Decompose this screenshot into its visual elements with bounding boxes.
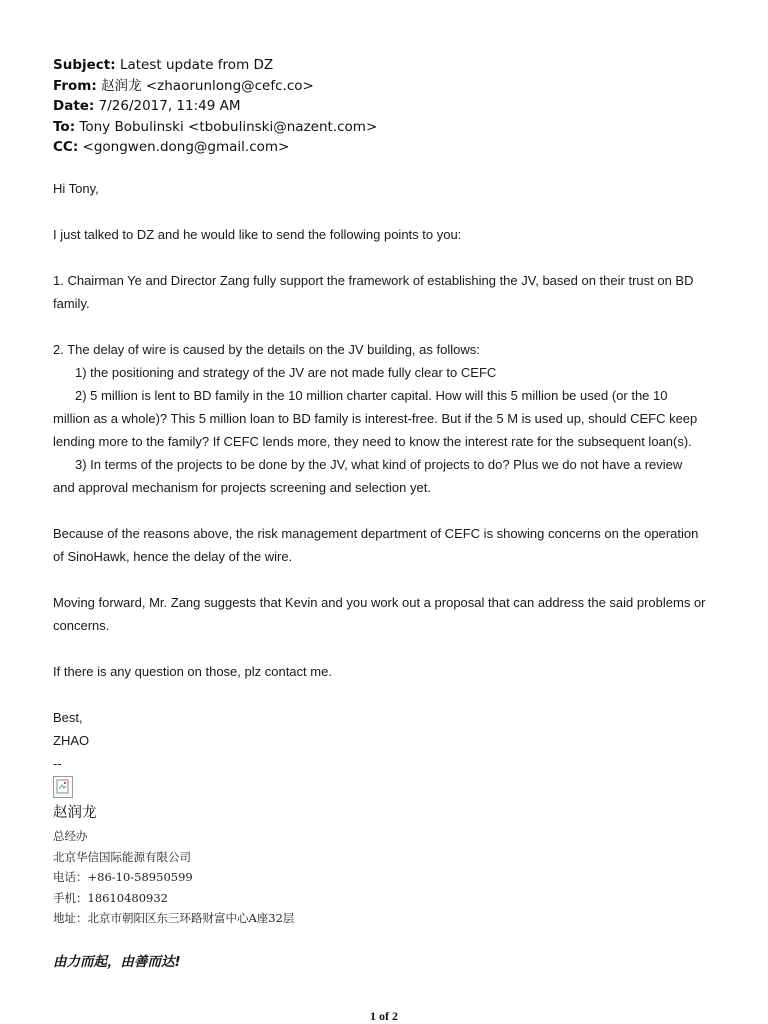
reasons-line-1: Because of the reasons above, the risk management department of CEFC is showing concerns on the operation [53, 526, 699, 541]
sub-point-3-line-1: 3) In terms of the projects to be done by the JV, what kind of projects to do? Plus we do not have a review [75, 457, 683, 472]
cc-value: <gongwen.dong@gmail.com> [82, 139, 290, 155]
sub-point-1: 1) the positioning and strategy of the JV are not made fully clear to CEFC [75, 365, 497, 380]
sub-point-2-line-1: 2) 5 million is lent to BD family in the 10 million charter capital. How will this 5 million be used (or the 10 [75, 388, 668, 403]
to-value: Tony Bobulinski <tbobulinski@nazent.com> [79, 118, 378, 135]
date-value: 7/26/2017, 11:49 AM [98, 98, 241, 114]
point-2-heading: 2. The delay of wire is caused by the details on the JV building, as follows: [53, 342, 480, 357]
from-value: 赵润龙 <zhaorunlong@cefc.co> [101, 77, 314, 94]
signature-address: 地址：北京市朝阳区东三环路财富中心A座32层 [53, 911, 295, 925]
forward-line-1: Moving forward, Mr. Zang suggests that Kevin and you work out a proposal that can address the said problems or [53, 595, 706, 610]
to-label: To: [53, 118, 76, 135]
point-1-line-2: family. [53, 296, 90, 311]
subject-value: Latest update from DZ [119, 57, 274, 73]
signature-phone: 电话：+86-10-58950599 [53, 870, 193, 884]
greeting: Hi Tony, [53, 181, 99, 196]
subject-row [53, 55, 377, 76]
closing: Best, [53, 710, 83, 725]
page-number: 1 of 2 [370, 1009, 398, 1023]
date-label: Date: [53, 98, 95, 114]
signature-separator: -- [53, 756, 62, 771]
from-row [53, 76, 377, 97]
sub-point-2-line-3: lending more to the family? If CEFC lends more, they need to know the interest rate for the subsequent loan(s). [53, 434, 692, 449]
from-label: From: [53, 77, 97, 94]
date-row [53, 96, 377, 117]
question-line: If there is any question on those, plz contact me. [53, 664, 332, 679]
sub-point-2-line-2: million as a whole)? This 5 million loan to BD family is interest-free. But if the 5 M is used up, should CEFC keep [53, 411, 698, 426]
forward-line-2: concerns. [53, 618, 110, 633]
signature-details [53, 826, 294, 929]
sub-point-3-line-2: and approval mechanism for projects screening and selection yet. [53, 480, 431, 495]
point-1-line-1: 1. Chairman Ye and Director Zang fully support the framework of establishing the JV, based on their trust on BD [53, 273, 694, 288]
email-headers [53, 55, 377, 158]
company-motto: 由力而起，由善而达! [53, 954, 181, 970]
cc-label: CC: [53, 139, 79, 155]
signature-department: 总经办 [53, 829, 88, 843]
email-body [53, 177, 723, 775]
signature-name: 赵润龙 [53, 805, 97, 821]
broken-image-icon [53, 776, 73, 798]
to-row [53, 117, 377, 138]
subject-label: Subject: [53, 57, 116, 73]
intro-paragraph: I just talked to DZ and he would like to send the following points to you: [53, 227, 462, 242]
signature-mobile: 手机：18610480932 [53, 890, 168, 905]
sender-name: ZHAO [53, 733, 90, 748]
signature-company: 北京华信国际能源有限公司 [53, 849, 191, 864]
reasons-line-2: of SinoHawk, hence the delay of the wire. [53, 549, 293, 564]
cc-row [53, 137, 377, 158]
